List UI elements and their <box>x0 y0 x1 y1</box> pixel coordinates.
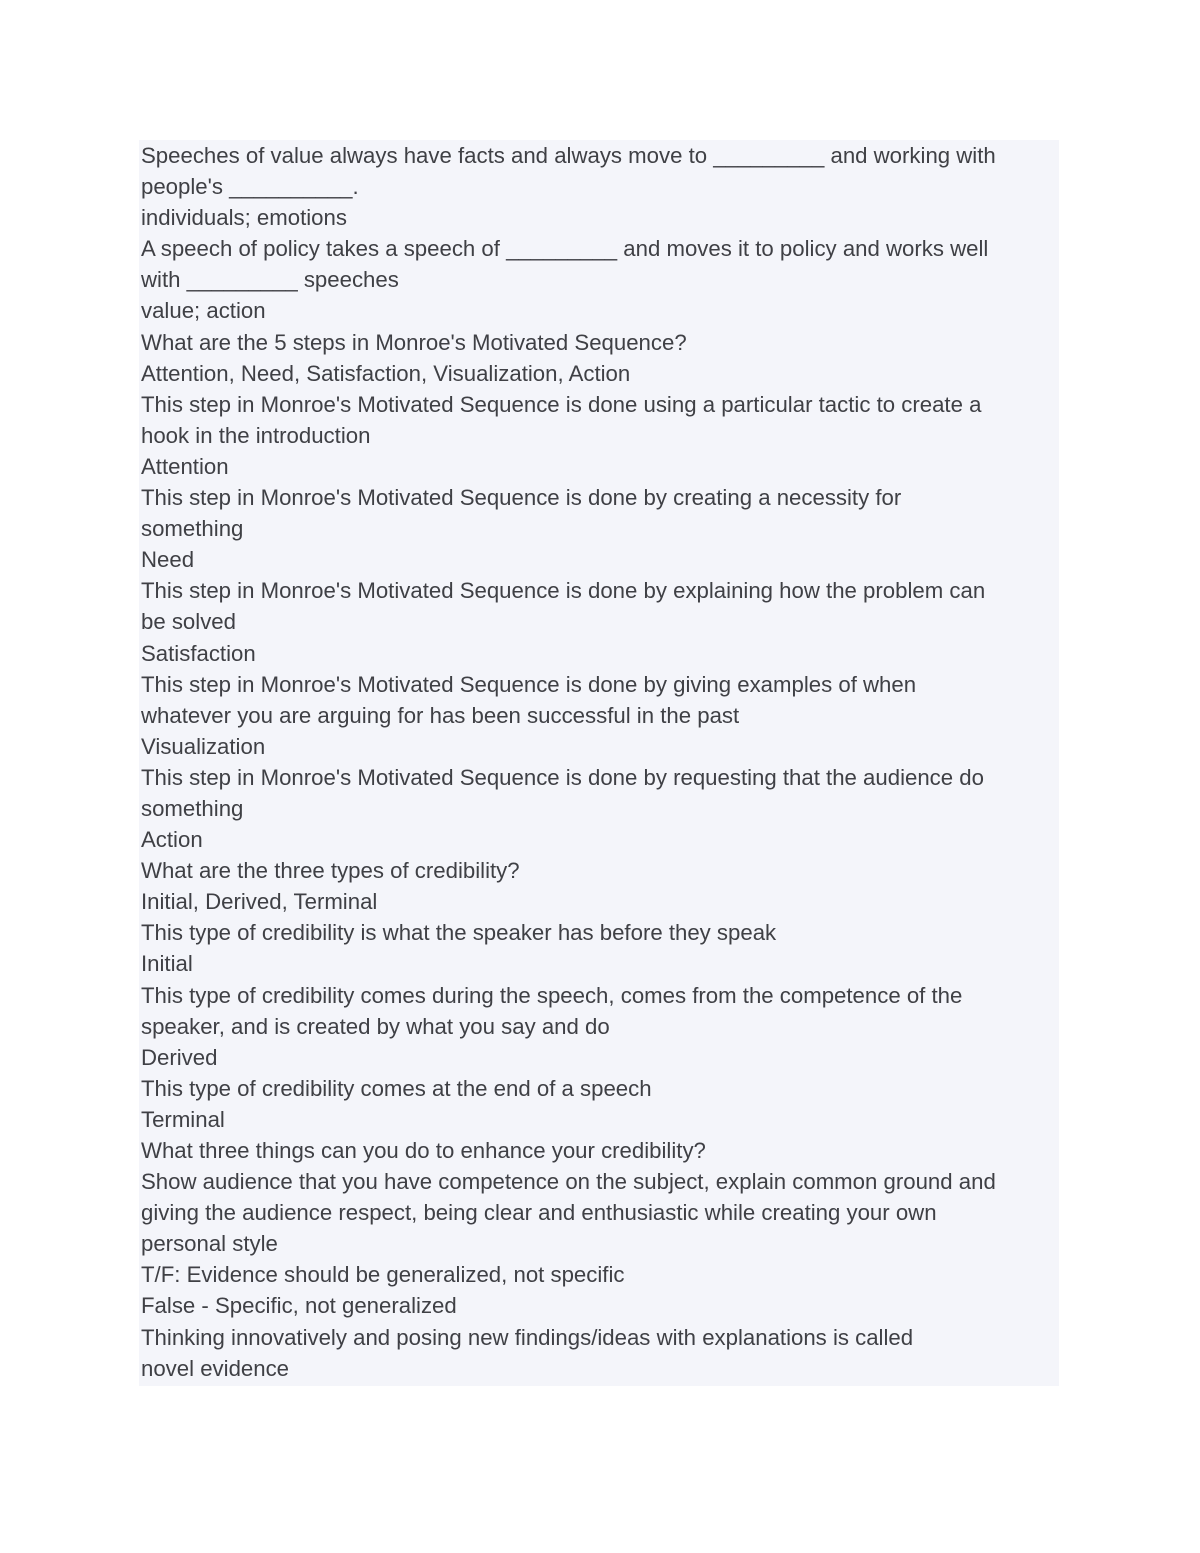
text-line: giving the audience respect, being clear and enthusiastic while creating your own <box>141 1200 937 1226</box>
text-line: Satisfaction <box>141 640 256 666</box>
text-line: Need <box>141 547 195 573</box>
text-line: with _________ speeches <box>141 267 399 293</box>
text-line: T/F: Evidence should be generalized, not specific <box>141 1262 625 1288</box>
text-line: hook in the introduction <box>141 422 371 448</box>
text-line: This step in Monroe's Motivated Sequence is done by giving examples of when <box>141 671 917 697</box>
text-line: Speeches of value always have facts and always move to _________ and working with <box>141 143 996 168</box>
text-line: This step in Monroe's Motivated Sequence is done by explaining how the problem can <box>141 578 986 604</box>
text-line: What are the three types of credibility? <box>141 858 520 884</box>
text-line: Initial, Derived, Terminal <box>141 889 378 915</box>
text-line: Show audience that you have competence on the subject, explain common ground and <box>141 1169 996 1195</box>
text-line: individuals; emotions <box>141 205 347 231</box>
text-line: False - Specific, not generalized <box>141 1293 457 1319</box>
text-line: people's __________. <box>141 174 359 200</box>
text-line: This step in Monroe's Motivated Sequence is done by requesting that the audience do <box>141 764 984 790</box>
text-line: A speech of policy takes a speech of _________ and moves it to policy and works well <box>141 236 989 262</box>
text-line: This step in Monroe's Motivated Sequence is done by creating a necessity for <box>141 485 902 511</box>
text-line: Action <box>141 827 203 853</box>
text-line: Terminal <box>141 1106 225 1132</box>
flashcard-text-block <box>139 140 1059 1386</box>
text-line: Thinking innovatively and posing new findings/ideas with explanations is called <box>141 1324 914 1350</box>
text-line: value; action <box>141 298 266 324</box>
text-line: Attention, Need, Satisfaction, Visualization, Action <box>141 360 631 386</box>
text-line: What are the 5 steps in Monroe's Motivated Sequence? <box>141 329 687 355</box>
text-line: novel evidence <box>141 1355 290 1381</box>
text-line: Derived <box>141 1044 218 1070</box>
text-line: This type of credibility comes at the end of a speech <box>141 1075 652 1101</box>
text-line: be solved <box>141 609 236 635</box>
text-line: Initial <box>141 951 193 977</box>
text-line: Attention <box>141 453 229 479</box>
text-line: What three things can you do to enhance your credibility? <box>141 1138 706 1163</box>
text-line: This step in Monroe's Motivated Sequence is done using a particular tactic to create a <box>141 391 982 417</box>
text-line: something <box>141 795 244 821</box>
text-line: Visualization <box>141 733 266 759</box>
text-line: speaker, and is created by what you say and do <box>141 1013 610 1039</box>
text-line: This type of credibility is what the speaker has before they speak <box>141 920 777 946</box>
text-line: personal style <box>141 1231 278 1257</box>
text-line: This type of credibility comes during the speech, comes from the competence of the <box>141 982 963 1008</box>
text-line: whatever you are arguing for has been successful in the past <box>141 702 740 728</box>
text-line: something <box>141 516 244 542</box>
